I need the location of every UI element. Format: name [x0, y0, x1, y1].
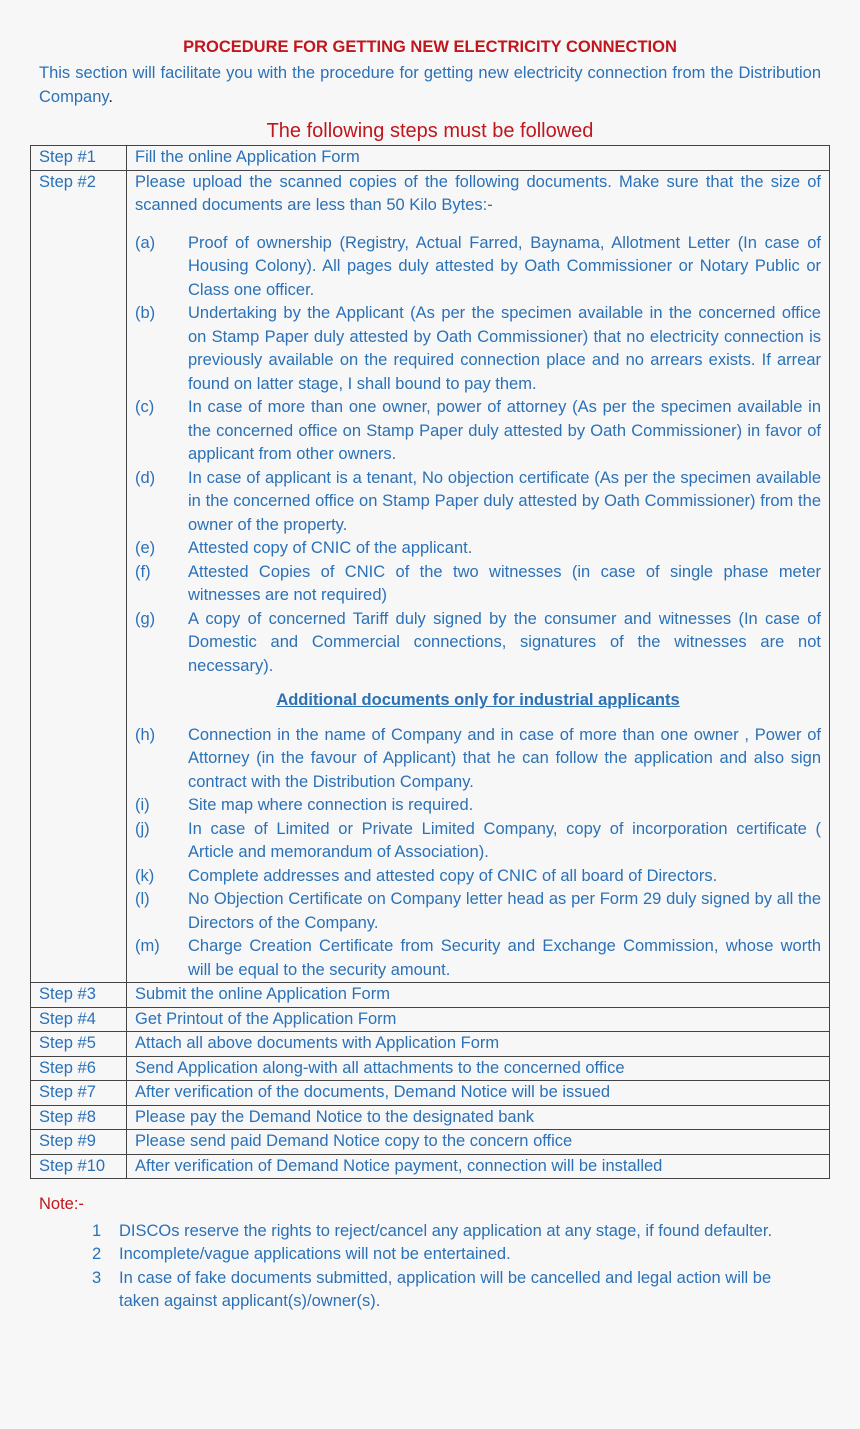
list-item-label: (g)	[135, 609, 156, 628]
table-row	[31, 1154, 830, 1179]
list-item-text: In case of Limited or Private Limited Company, copy of incorporation certificate ( Article and memorandum of Association).	[188, 819, 821, 861]
note-number: 3	[92, 1268, 102, 1287]
step-label: Step #8	[31, 1105, 127, 1130]
intro-text: This section will facilitate you with the procedure for getting new electricity connection from the Distribution Company	[39, 64, 821, 106]
list-item-label: (i)	[135, 796, 150, 814]
note-text: Incomplete/vague applications will not be entertained.	[119, 1245, 511, 1263]
list-item-label: (h)	[135, 725, 156, 744]
list-item-label: (b)	[135, 304, 156, 322]
industrial-list	[135, 724, 821, 983]
notes-list	[0, 1220, 860, 1314]
table-row	[31, 1130, 830, 1155]
step-label: Step #5	[31, 1032, 127, 1057]
list-item-label: (c)	[135, 398, 155, 416]
step-label: Step #7	[31, 1081, 127, 1106]
list-item	[135, 232, 821, 303]
list-item	[135, 302, 821, 396]
step-label: Step #6	[31, 1056, 127, 1081]
table-row	[31, 1105, 830, 1130]
list-item-text: Proof of ownership (Registry, Actual Farred, Baynama, Allotment Letter (In case of Housing Colony). All pages duly attested by Oath Commissioner or Notary Public or Class one officer.	[188, 233, 821, 299]
step-text: After verification of Demand Notice payment, connection will be installed	[127, 1154, 830, 1179]
step-label: Step #3	[31, 983, 127, 1008]
table-row	[31, 1032, 830, 1057]
step-label: Step #4	[31, 1007, 127, 1032]
list-item-text: In case of more than one owner, power of attorney (As per the specimen available in the concerned office on Stamp Paper duly attested by Oath Commissioner) in favor of applicant from other owners.	[188, 398, 821, 463]
list-item	[135, 818, 821, 865]
document-list	[135, 232, 821, 679]
step-text: Please send paid Demand Notice copy to the concern office	[127, 1130, 830, 1155]
list-item	[135, 888, 821, 935]
list-item-text: Attested copy of CNIC of the applicant.	[188, 539, 473, 557]
list-item-text: A copy of concerned Tariff duly signed by the consumer and witnesses (In case of Domestic and Commercial connections, signatures of the witnesses are not necessary).	[188, 609, 821, 675]
list-item-text: Site map where connection is required.	[188, 796, 474, 814]
steps-table	[30, 145, 830, 1179]
list-item	[135, 608, 821, 679]
list-item-text: Attested Copies of CNIC of the two witnesses (in case of single phase meter witnesses are not required)	[188, 562, 821, 604]
step-text: Attach all above documents with Application Form	[127, 1032, 830, 1057]
list-item-label: (j)	[135, 819, 150, 838]
table-row	[31, 146, 830, 171]
industrial-heading: Additional documents only for industrial applicants	[276, 691, 680, 709]
list-item-text: Complete addresses and attested copy of CNIC of all board of Directors.	[188, 866, 718, 885]
list-item	[135, 865, 821, 889]
list-item-label: (a)	[135, 233, 156, 252]
list-item-label: (e)	[135, 539, 156, 557]
list-item-label: (k)	[135, 866, 155, 885]
note-number: 2	[92, 1245, 102, 1263]
list-item-text: In case of applicant is a tenant, No objection certificate (As per the specimen available in the concerned office on Stamp Paper duly attested by Oath Commissioner) from the owner of the property.	[188, 468, 821, 534]
list-item-label: (l)	[135, 890, 150, 908]
intro-period: .	[108, 87, 113, 106]
note-number: 1	[92, 1221, 102, 1240]
list-item-text: Connection in the name of Company and in case of more than one owner , Power of Attorney (in the favour of Applicant) that he can follow the application and also sign contract with the Distribution Company.	[188, 725, 821, 791]
list-item-label: (f)	[135, 562, 151, 581]
step-text: Please upload the scanned copies of the following documents. Make sure that the size of scanned documents are less than 50 Kilo Bytes:-	[135, 172, 821, 214]
list-item-text: No Objection Certificate on Company letter head as per Form 29 duly signed by all the Directors of the Company.	[188, 890, 821, 932]
list-item	[0, 1220, 860, 1244]
step-text: Fill the online Application Form	[127, 146, 830, 171]
list-item	[135, 537, 821, 561]
note-text: In case of fake documents submitted, application will be cancelled and legal action will be taken against applicant(s)/owner(s).	[119, 1268, 772, 1310]
step-text: After verification of the documents, Demand Notice will be issued	[127, 1081, 830, 1106]
list-item	[0, 1267, 860, 1314]
table-row	[31, 1056, 830, 1081]
list-item-label: (d)	[135, 468, 156, 487]
list-item	[135, 794, 821, 818]
step-text: Get Printout of the Application Form	[127, 1007, 830, 1032]
note-heading: Note:-	[39, 1195, 84, 1213]
step-label: Step #2	[31, 170, 127, 983]
list-item-text: Charge Creation Certificate from Security and Exchange Commission, whose worth will be equal to the security amount.	[188, 937, 821, 979]
table-row	[31, 983, 830, 1008]
list-item	[135, 724, 821, 795]
step-text: Send Application along-with all attachments to the concerned office	[127, 1056, 830, 1081]
table-row	[31, 170, 830, 983]
list-item	[135, 935, 821, 982]
document-title: PROCEDURE FOR GETTING NEW ELECTRICITY CONNECTION	[183, 38, 677, 56]
list-item-text: Undertaking by the Applicant (As per the specimen available in the concerned office on Stamp Paper duly attested by Oath Commissioner) that no electricity connection is previously available on the required connection place and no arrears exists. If arrear found on latter stage, I shall bound to pay them.	[188, 304, 821, 393]
steps-subtitle: The following steps must be followed	[266, 120, 594, 142]
step-text: Please pay the Demand Notice to the designated bank	[127, 1105, 830, 1130]
step-label: Step #9	[31, 1130, 127, 1155]
note-text: DISCOs reserve the rights to reject/cancel any application at any stage, if found defaulter.	[119, 1221, 773, 1240]
list-item-label: (m)	[135, 937, 160, 955]
intro-paragraph	[39, 62, 821, 109]
table-row	[31, 1081, 830, 1106]
step-label: Step #1	[31, 146, 127, 171]
step-label: Step #10	[31, 1154, 127, 1179]
table-row	[31, 1007, 830, 1032]
list-item	[0, 1243, 860, 1267]
list-item	[135, 561, 821, 608]
list-item	[135, 467, 821, 538]
step-text: Submit the online Application Form	[127, 983, 830, 1008]
list-item	[135, 396, 821, 467]
step-2-content	[127, 170, 830, 983]
